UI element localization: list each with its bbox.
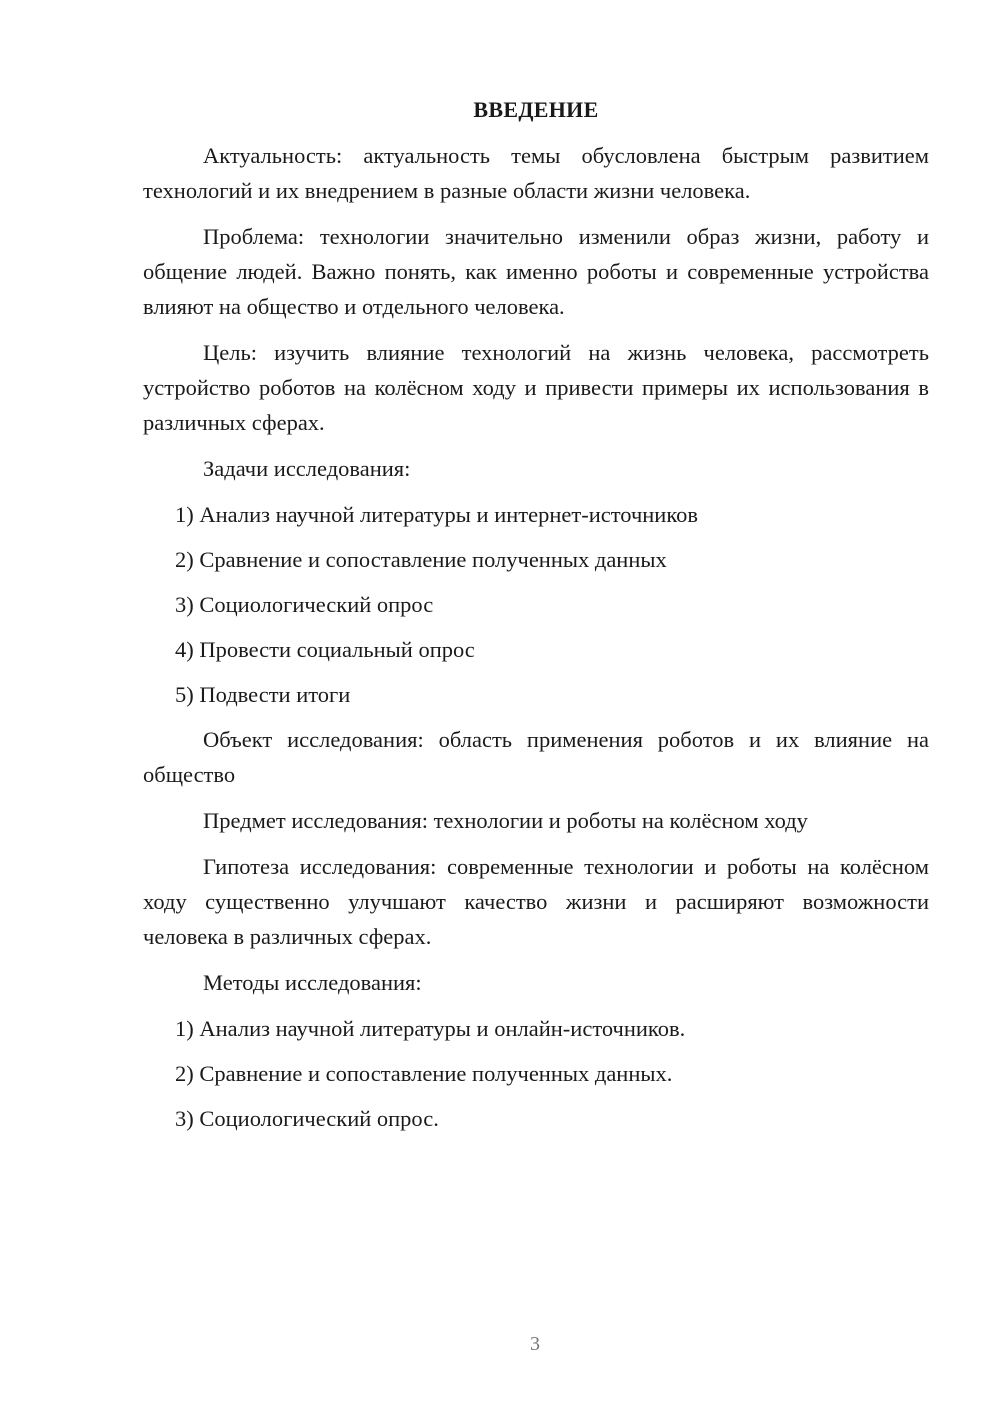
task-item-5: 5) Подвести итоги: [175, 682, 351, 707]
method-item-1: 1) Анализ научной литературы и онлайн-источников.: [175, 1016, 686, 1041]
task-item-4: 4) Провести социальный опрос: [175, 637, 475, 662]
method-item-3: 3) Социологический опрос.: [175, 1106, 439, 1131]
subject-paragraph: Предмет исследования: технологии и роботы на колёсном ходу: [203, 808, 808, 833]
relevance-paragraph: Актуальность: актуальность темы обусловлена быстрым развитием технологий и их внедрением в разные области жизни человека.: [143, 143, 929, 203]
methods-heading: Методы исследования:: [203, 970, 422, 995]
tasks-heading: Задачи исследования:: [203, 456, 411, 481]
object-paragraph: Объект исследования: область применения роботов и их влияние на общество: [143, 727, 929, 787]
page-number: 3: [530, 1333, 540, 1355]
task-item-1: 1) Анализ научной литературы и интернет-источников: [175, 502, 699, 527]
task-item-2: 2) Сравнение и сопоставление полученных данных: [175, 547, 667, 572]
page-title: ВВЕДЕНИЕ: [473, 97, 599, 122]
problem-paragraph: Проблема: технологии значительно изменили образ жизни, работу и общение людей. Важно понять, как именно роботы и современные устройства влияют на общество и отдельного человека.: [143, 224, 929, 319]
task-item-3: 3) Социологический опрос: [175, 592, 434, 617]
method-item-2: 2) Сравнение и сопоставление полученных данных.: [175, 1061, 673, 1086]
hypothesis-paragraph: Гипотеза исследования: современные технологии и роботы на колёсном ходу существенно улучшают качество жизни и расширяют возможности человека в различных сферах.: [143, 854, 929, 949]
page-content: [143, 92, 929, 1146]
goal-paragraph: Цель: изучить влияние технологий на жизнь человека, рассмотреть устройство роботов на колёсном ходу и привести примеры их использования в различных сферах.: [143, 340, 929, 435]
